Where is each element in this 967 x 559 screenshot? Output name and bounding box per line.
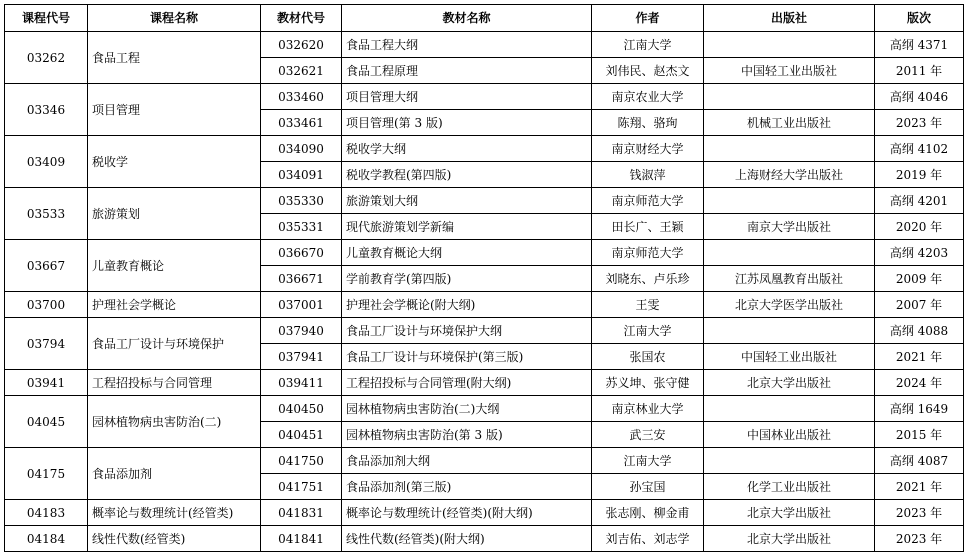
table-row [5,448,964,474]
publisher-cell [704,240,875,266]
book-code-cell: 034091 [261,162,342,188]
publisher-cell: 中国轻工业出版社 [704,344,875,370]
book-code-cell: 032621 [261,58,342,84]
author-cell: 南京师范大学 [592,240,704,266]
table-body [5,32,964,552]
course-code-cell: 03700 [5,292,88,318]
table-row [5,318,964,344]
book-code-cell: 041831 [261,500,342,526]
edition-cell: 高纲 4046 [875,84,964,110]
course-code-cell: 03533 [5,188,88,240]
course-name-cell: 工程招投标与合同管理 [88,370,261,396]
course-name-cell: 园林植物病虫害防治(二) [88,396,261,448]
book-code-cell: 037940 [261,318,342,344]
book-code-cell: 035331 [261,214,342,240]
book-code-cell: 033461 [261,110,342,136]
publisher-cell: 北京大学出版社 [704,370,875,396]
publisher-cell: 北京大学出版社 [704,526,875,552]
book-title-cell: 食品工厂设计与环境保护大纲 [342,318,592,344]
publisher-cell [704,448,875,474]
book-code-cell: 036671 [261,266,342,292]
edition-cell: 2021 年 [875,474,964,500]
header-publisher: 出版社 [704,5,875,32]
course-name-cell: 旅游策划 [88,188,261,240]
author-cell: 田长广、王颖 [592,214,704,240]
header-course-name: 课程名称 [88,5,261,32]
course-name-cell: 线性代数(经管类) [88,526,261,552]
publisher-cell: 南京大学出版社 [704,214,875,240]
table-row [5,370,964,396]
book-code-cell: 040451 [261,422,342,448]
book-title-cell: 项目管理大纲 [342,84,592,110]
table-row [5,84,964,110]
author-cell: 苏义坤、张守健 [592,370,704,396]
edition-cell: 2023 年 [875,500,964,526]
table-row [5,32,964,58]
author-cell: 南京农业大学 [592,84,704,110]
edition-cell: 高纲 4203 [875,240,964,266]
course-name-cell: 项目管理 [88,84,261,136]
author-cell: 江南大学 [592,318,704,344]
edition-cell: 2007 年 [875,292,964,318]
course-code-cell: 03346 [5,84,88,136]
book-title-cell: 护理社会学概论(附大纲) [342,292,592,318]
book-code-cell: 039411 [261,370,342,396]
author-cell: 江南大学 [592,448,704,474]
course-code-cell: 04184 [5,526,88,552]
course-name-cell: 食品工程 [88,32,261,84]
course-code-cell: 04045 [5,396,88,448]
publisher-cell [704,318,875,344]
edition-cell: 2023 年 [875,110,964,136]
table-header-row [5,5,964,32]
course-code-cell: 04183 [5,500,88,526]
book-title-cell: 园林植物病虫害防治(二)大纲 [342,396,592,422]
course-code-cell: 03262 [5,32,88,84]
edition-cell: 2024 年 [875,370,964,396]
book-code-cell: 032620 [261,32,342,58]
edition-cell: 高纲 4371 [875,32,964,58]
book-title-cell: 学前教育学(第四版) [342,266,592,292]
book-title-cell: 儿童教育概论大纲 [342,240,592,266]
book-title-cell: 项目管理(第 3 版) [342,110,592,136]
table-row [5,396,964,422]
course-name-cell: 税收学 [88,136,261,188]
book-title-cell: 税收学大纲 [342,136,592,162]
edition-cell: 2009 年 [875,266,964,292]
edition-cell: 高纲 4088 [875,318,964,344]
book-code-cell: 034090 [261,136,342,162]
book-code-cell: 036670 [261,240,342,266]
author-cell: 南京财经大学 [592,136,704,162]
publisher-cell [704,84,875,110]
course-name-cell: 概率论与数理统计(经管类) [88,500,261,526]
header-author: 作者 [592,5,704,32]
book-title-cell: 概率论与数理统计(经管类)(附大纲) [342,500,592,526]
table-row [5,188,964,214]
publisher-cell: 上海财经大学出版社 [704,162,875,188]
textbook-table [4,4,964,552]
publisher-cell: 北京大学出版社 [704,500,875,526]
book-code-cell: 035330 [261,188,342,214]
author-cell: 陈翔、骆珣 [592,110,704,136]
book-code-cell: 041750 [261,448,342,474]
edition-cell: 高纲 1649 [875,396,964,422]
edition-cell: 高纲 4201 [875,188,964,214]
course-code-cell: 04175 [5,448,88,500]
author-cell: 孙宝国 [592,474,704,500]
book-title-cell: 食品工程原理 [342,58,592,84]
table-row [5,292,964,318]
book-code-cell: 041841 [261,526,342,552]
book-title-cell: 工程招投标与合同管理(附大纲) [342,370,592,396]
course-code-cell: 03667 [5,240,88,292]
course-code-cell: 03409 [5,136,88,188]
author-cell: 王雯 [592,292,704,318]
author-cell: 张志刚、柳金甫 [592,500,704,526]
publisher-cell: 中国林业出版社 [704,422,875,448]
course-code-cell: 03941 [5,370,88,396]
table-row [5,526,964,552]
publisher-cell [704,396,875,422]
book-title-cell: 线性代数(经管类)(附大纲) [342,526,592,552]
book-title-cell: 税收学教程(第四版) [342,162,592,188]
book-title-cell: 食品添加剂大纲 [342,448,592,474]
edition-cell: 2015 年 [875,422,964,448]
table-row [5,500,964,526]
table-row [5,240,964,266]
publisher-cell [704,32,875,58]
publisher-cell [704,188,875,214]
book-title-cell: 现代旅游策划学新编 [342,214,592,240]
table-row [5,136,964,162]
publisher-cell [704,136,875,162]
header-edition: 版次 [875,5,964,32]
edition-cell: 高纲 4087 [875,448,964,474]
header-book-code: 教材代号 [261,5,342,32]
book-code-cell: 041751 [261,474,342,500]
author-cell: 江南大学 [592,32,704,58]
course-name-cell: 护理社会学概论 [88,292,261,318]
book-title-cell: 旅游策划大纲 [342,188,592,214]
book-title-cell: 食品工程大纲 [342,32,592,58]
book-code-cell: 037941 [261,344,342,370]
publisher-cell: 江苏凤凰教育出版社 [704,266,875,292]
course-code-cell: 03794 [5,318,88,370]
publisher-cell: 化学工业出版社 [704,474,875,500]
book-code-cell: 033460 [261,84,342,110]
author-cell: 张国农 [592,344,704,370]
edition-cell: 2019 年 [875,162,964,188]
book-code-cell: 037001 [261,292,342,318]
publisher-cell: 机械工业出版社 [704,110,875,136]
edition-cell: 2023 年 [875,526,964,552]
author-cell: 南京林业大学 [592,396,704,422]
book-title-cell: 园林植物病虫害防治(第 3 版) [342,422,592,448]
publisher-cell: 北京大学医学出版社 [704,292,875,318]
edition-cell: 2021 年 [875,344,964,370]
book-title-cell: 食品添加剂(第三版) [342,474,592,500]
author-cell: 刘晓东、卢乐珍 [592,266,704,292]
course-name-cell: 儿童教育概论 [88,240,261,292]
header-book-title: 教材名称 [342,5,592,32]
book-code-cell: 040450 [261,396,342,422]
book-title-cell: 食品工厂设计与环境保护(第三版) [342,344,592,370]
author-cell: 刘伟民、赵杰文 [592,58,704,84]
author-cell: 武三安 [592,422,704,448]
author-cell: 钱淑萍 [592,162,704,188]
edition-cell: 高纲 4102 [875,136,964,162]
author-cell: 南京师范大学 [592,188,704,214]
publisher-cell: 中国轻工业出版社 [704,58,875,84]
course-name-cell: 食品工厂设计与环境保护 [88,318,261,370]
author-cell: 刘吉佑、刘志学 [592,526,704,552]
course-name-cell: 食品添加剂 [88,448,261,500]
edition-cell: 2020 年 [875,214,964,240]
header-course-code: 课程代号 [5,5,88,32]
edition-cell: 2011 年 [875,58,964,84]
